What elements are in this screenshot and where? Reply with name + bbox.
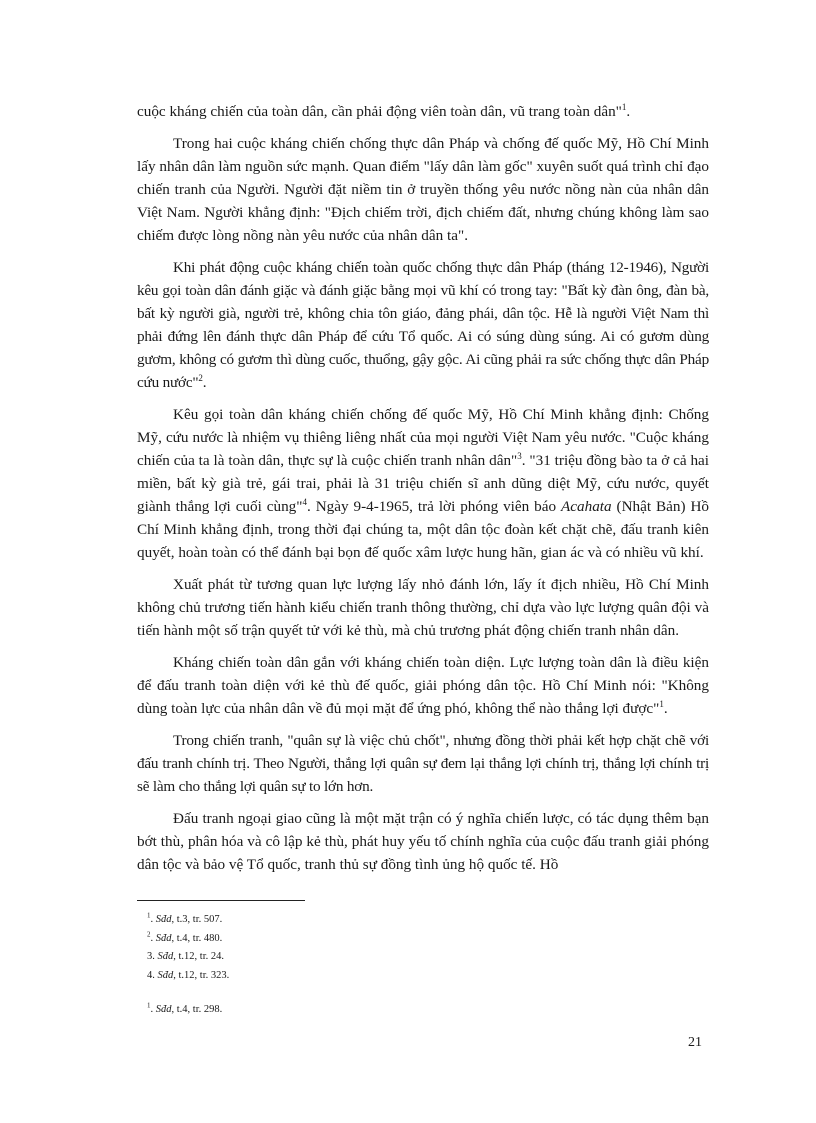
paragraph xyxy=(137,100,709,123)
footnote-ref: 1 xyxy=(659,698,664,709)
footnote-ref: 3 xyxy=(517,450,522,461)
paragraph-text: . "31 triệu đồng bào ta ở cả hai miền, bất kỳ già trẻ, gái trai, phải là 31 triệu chiến sĩ anh dũng diệt Mỹ, cứu nước, quyết giành thắng lợi cuối cùng" xyxy=(137,452,709,515)
footnote-mark: 4. xyxy=(147,969,158,981)
footnote-number: 1 xyxy=(147,911,151,920)
paragraph xyxy=(137,651,709,720)
footnote-number: 2 xyxy=(147,930,151,938)
paragraph-text: . xyxy=(663,700,668,717)
page-number: 21 xyxy=(688,1035,702,1050)
footnote-detail: , t.12, tr. 323. xyxy=(173,969,230,981)
paragraph-text: Trong chiến tranh, "quân sự là việc chủ chốt", nhưng đồng thời phải kết hợp chặt chẽ với đấu tranh chính trị. Theo Người, thắng lợi quân sự đem lại thắng lợi chính trị, thắng lợi chính trị sẽ làm cho thắng lợi quân sự to lớn hơn. xyxy=(137,732,709,795)
footnote xyxy=(147,1001,547,1020)
footnote xyxy=(147,930,547,949)
paragraph-text: cuộc kháng chiến của toàn dân, cần phải động viên toàn dân, vũ trang toàn dân" xyxy=(137,103,622,120)
paragraph xyxy=(137,256,709,394)
paragraph xyxy=(137,729,709,798)
footnote-source: Sđd xyxy=(155,1004,172,1015)
footnote-detail: , t.3, tr. 507. xyxy=(171,914,223,925)
paragraph xyxy=(137,132,709,247)
footnote-detail: , t.12, tr. 24. xyxy=(173,951,225,962)
footnote-mark: . xyxy=(150,932,156,944)
footnote-ref: 4 xyxy=(302,496,307,507)
paragraph-text: Khi phát động cuộc kháng chiến toàn quốc chống thực dân Pháp (tháng 12-1946), Người kêu gọi toàn dân đánh giặc và đánh giặc bằng mọi vũ khí có trong tay: "Bất kỳ đàn ông, đàn bà, bất kỳ người già, người trẻ, không chia tôn giáo, đảng phái, dân tộc. Hễ là người Việt Nam thì phải đứng lên đánh thực dân Pháp để cứu Tổ quốc. Ai có súng dùng súng. Ai có gươm dùng gươm, không có gươm thì dùng cuốc, thuổng, gậy gộc. Ai cũng phải ra sức chống thực dân Pháp cứu nước" xyxy=(137,259,709,391)
footnote-ref: 2 xyxy=(198,372,203,383)
footnote-source: Sđd xyxy=(155,914,172,925)
footnote-mark: 3. xyxy=(147,951,158,962)
paragraph xyxy=(137,807,709,876)
footnote-list xyxy=(147,911,547,1020)
footnote-mark: . xyxy=(150,914,156,925)
paragraph-text: Đấu tranh ngoại giao cũng là một mặt trận có ý nghĩa chiến lược, có tác dụng thêm bạn bớt thù, phân hóa và cô lập kẻ thù, phát huy yếu tố chính nghĩa của cuộc đấu tranh giải phóng dân tộc và bảo vệ Tổ quốc, tranh thủ sự đồng tình ủng hộ quốc tế. Hồ xyxy=(137,810,709,873)
footnote xyxy=(147,967,547,986)
footnote-detail: , t.4, tr. 480. xyxy=(171,932,223,944)
paragraph-text: . xyxy=(626,103,631,120)
footnote-mark: . xyxy=(150,1004,156,1015)
footnote-detail: , t.4, tr. 298. xyxy=(171,1004,223,1015)
paragraph-text: Kêu gọi toàn dân kháng chiến chống đế quốc Mỹ, Hồ Chí Minh khẳng định: Chống Mỹ, cứu nước là nhiệm vụ thiêng liêng nhất của mọi người Việt Nam yêu nước. "Cuộc kháng chiến của ta là toàn dân, thực sự là cuộc chiến tranh nhân dân" xyxy=(137,406,709,469)
footnote-number: 1 xyxy=(147,1001,151,1010)
italic-text: Acahata xyxy=(560,498,612,515)
paragraph-text: . Ngày 9-4-1965, trả lời phóng viên báo xyxy=(306,498,561,515)
paragraph-text: Kháng chiến toàn dân gắn với kháng chiến toàn diện. Lực lượng toàn dân là điều kiện để đấu tranh toàn diện với kẻ thù đế quốc, giải phóng dân tộc. Hồ Chí Minh nói: "Không dùng toàn lực của nhân dân về đủ mọi mặt để ứng phó, không thể nào thắng lợi được" xyxy=(137,654,709,717)
paragraph-text: . xyxy=(202,374,207,391)
paragraph-text: Xuất phát từ tương quan lực lượng lấy nhỏ đánh lớn, lấy ít địch nhiều, Hồ Chí Minh không chủ trương tiến hành kiểu chiến tranh thông thường, chỉ dựa vào lực lượng quân đội và tiến hành một số trận quyết tử với kẻ thù, mà chủ trương phát động chiến tranh nhân dân. xyxy=(137,576,709,639)
footnote-separator xyxy=(137,900,305,901)
footnote-ref: 1 xyxy=(621,101,627,112)
footnote xyxy=(147,911,547,930)
paragraph-list xyxy=(137,100,709,876)
document-body xyxy=(137,100,709,885)
footnote-source: Sđd xyxy=(157,951,174,962)
footnote-source: Sđd xyxy=(155,932,172,944)
paragraph xyxy=(137,573,709,642)
footnote xyxy=(147,948,547,967)
paragraph-text: (Nhật Bản) Hồ Chí Minh khẳng định, trong thời đại chúng ta, một dân tộc đoàn kết chặt chẽ, đấu tranh kiên quyết, hoàn toàn có thể đánh bại bọn đế quốc xâm lược hung hãn, gian ác và có nhiều vũ khí. xyxy=(137,498,710,561)
paragraph-text: Trong hai cuộc kháng chiến chống thực dân Pháp và chống đế quốc Mỹ, Hồ Chí Minh lấy nhân dân làm nguồn sức mạnh. Quan điểm "lấy dân làm gốc" xuyên suốt quá trình chỉ đạo chiến tranh của Người. Người đặt niềm tin ở truyền thống yêu nước nồng nàn của nhân dân Việt Nam. Người khẳng định: "Địch chiếm trời, địch chiếm đất, nhưng chúng không làm sao chiếm được lòng nồng nàn yêu nước của nhân dân ta". xyxy=(137,135,709,244)
paragraph xyxy=(137,403,709,564)
footnote-source: Sđd xyxy=(157,969,174,981)
